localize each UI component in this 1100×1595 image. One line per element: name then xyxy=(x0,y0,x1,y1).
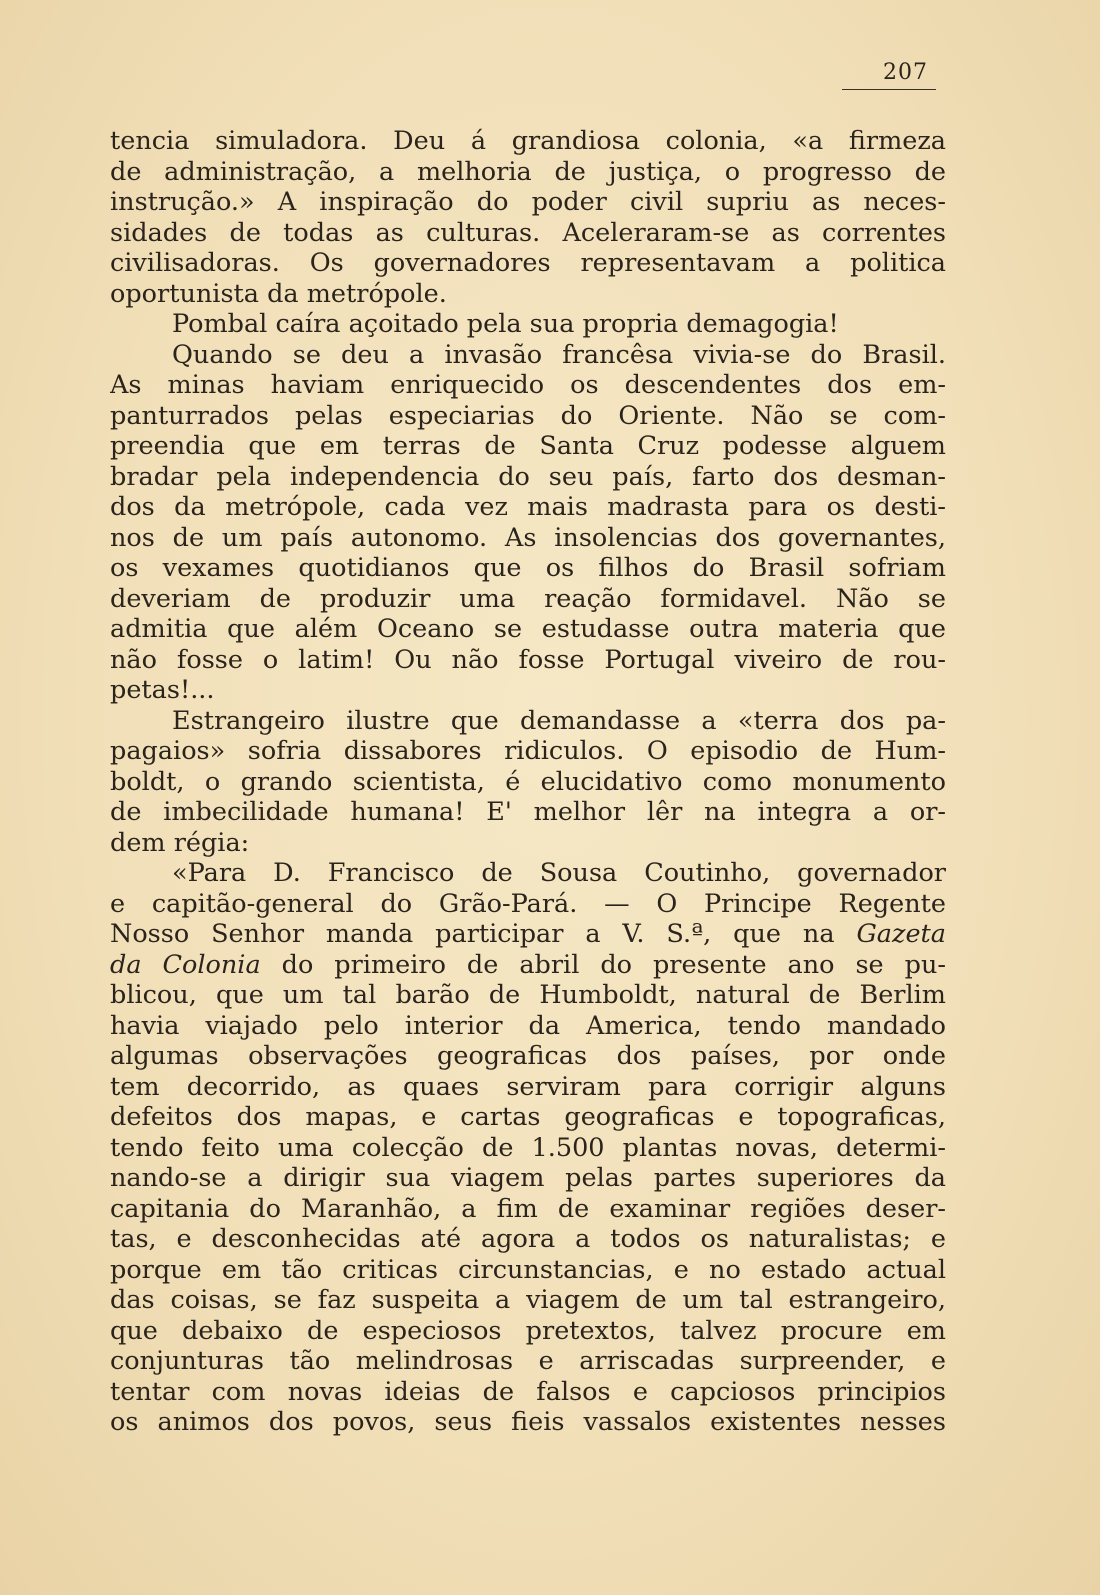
text-line: panturrados pelas especiarias do Oriente. Não se com- xyxy=(110,400,946,431)
text-line: das coisas, se faz suspeita a viagem de um tal estrangeiro, xyxy=(110,1285,946,1315)
text-line: pagaios» sofria dissabores ridiculos. O episodio de Hum- xyxy=(110,736,946,766)
paragraph-start: Estrangeiro ilustre que demandasse a «terra dos pa- xyxy=(172,705,946,736)
text-line: porque em tão criticas circunstancias, e no estado actual xyxy=(110,1254,946,1285)
text-line: boldt, o grando scientista, é elucidativo como monumento xyxy=(110,766,946,797)
page-number: 207 xyxy=(883,60,928,85)
text-line: oportunista da metrópole. xyxy=(110,278,447,309)
header-rule xyxy=(842,89,936,90)
text-line: bradar pela independencia do seu país, farto dos desman- xyxy=(110,461,946,492)
text-line: tencia simuladora. Deu á grandiosa colonia, «a firmeza xyxy=(110,126,946,156)
text-line: os vexames quotidianos que os filhos do Brasil sofriam xyxy=(110,553,946,583)
text-line: deveriam de produzir uma reação formidavel. Não se xyxy=(110,583,946,614)
text-line: de imbecilidade humana! E' melhor lêr na integra a or- xyxy=(110,797,946,827)
text-line: havia viajado pelo interior da America, tendo mandado xyxy=(110,1010,946,1041)
text-line: os animos dos povos, seus fieis vassalos existentes nesses xyxy=(110,1407,946,1437)
text-line: admitia que além Oceano se estudasse outra materia que xyxy=(110,614,946,644)
text-line: As minas haviam enriquecido os descendentes dos em- xyxy=(110,370,946,400)
paragraph-start: Pombal caíra açoitado pela sua propria demagogia! xyxy=(172,309,839,339)
text-line: nos de um país autonomo. As insolencias dos governantes, xyxy=(110,522,946,553)
text-segment: Nosso Senhor manda participar a V. S.ª, que na xyxy=(110,919,857,949)
paragraph-start: Quando se deu a invasão francêsa vivia-se do Brasil. xyxy=(172,339,946,370)
text-line: tem decorrido, as quaes serviram para corrigir alguns xyxy=(110,1071,946,1102)
text-segment: do primeiro de abril do presente ano se pu- xyxy=(260,949,946,980)
text-line xyxy=(110,919,946,950)
newspaper-title-italic: Gazeta xyxy=(856,919,946,949)
text-line: nando-se a dirigir sua viagem pelas partes superiores da xyxy=(110,1163,946,1193)
text-line: civilisadoras. Os governadores representavam a politica xyxy=(110,248,946,278)
body-text xyxy=(110,126,946,1438)
text-line: preendia que em terras de Santa Cruz podesse alguem xyxy=(110,431,946,461)
text-line: instrução.» A inspiração do poder civil supriu as neces- xyxy=(110,187,946,217)
text-line: não fosse o latim! Ou não fosse Portugal viveiro de rou- xyxy=(110,644,946,675)
text-line: dos da metrópole, cada vez mais madrasta para os desti- xyxy=(110,492,946,522)
text-line: blicou, que um tal barão de Humboldt, natural de Berlim xyxy=(110,980,946,1010)
quotation-start: «Para D. Francisco de Sousa Coutinho, governador xyxy=(172,858,946,888)
text-line: conjunturas tão melindrosas e arriscadas surpreender, e xyxy=(110,1346,946,1376)
text-line: dem régia: xyxy=(110,827,250,858)
text-line: de administração, a melhoria de justiça, o progresso de xyxy=(110,156,946,187)
text-line: e capitão-general do Grão-Pará. — O Principe Regente xyxy=(110,888,946,919)
text-line: tas, e desconhecidas até agora a todos os naturalistas; e xyxy=(110,1224,946,1254)
text-line: algumas observações geograficas dos países, por onde xyxy=(110,1041,946,1071)
text-line: tendo feito uma colecção de 1.500 plantas novas, determi- xyxy=(110,1132,946,1163)
text-line: defeitos dos mapas, e cartas geograficas e topograficas, xyxy=(110,1102,946,1132)
text-line: tentar com novas ideias de falsos e capciosos principios xyxy=(110,1376,946,1407)
text-line: capitania do Maranhão, a fim de examinar regiões deser- xyxy=(110,1193,946,1224)
newspaper-title-italic: da Colonia xyxy=(110,949,261,980)
text-line: que debaixo de especiosos pretextos, talvez procure em xyxy=(110,1315,946,1346)
text-line xyxy=(110,950,946,981)
text-line: sidades de todas as culturas. Aceleraram-se as correntes xyxy=(110,217,946,248)
text-line: petas!... xyxy=(110,675,215,705)
page-header xyxy=(842,60,936,90)
